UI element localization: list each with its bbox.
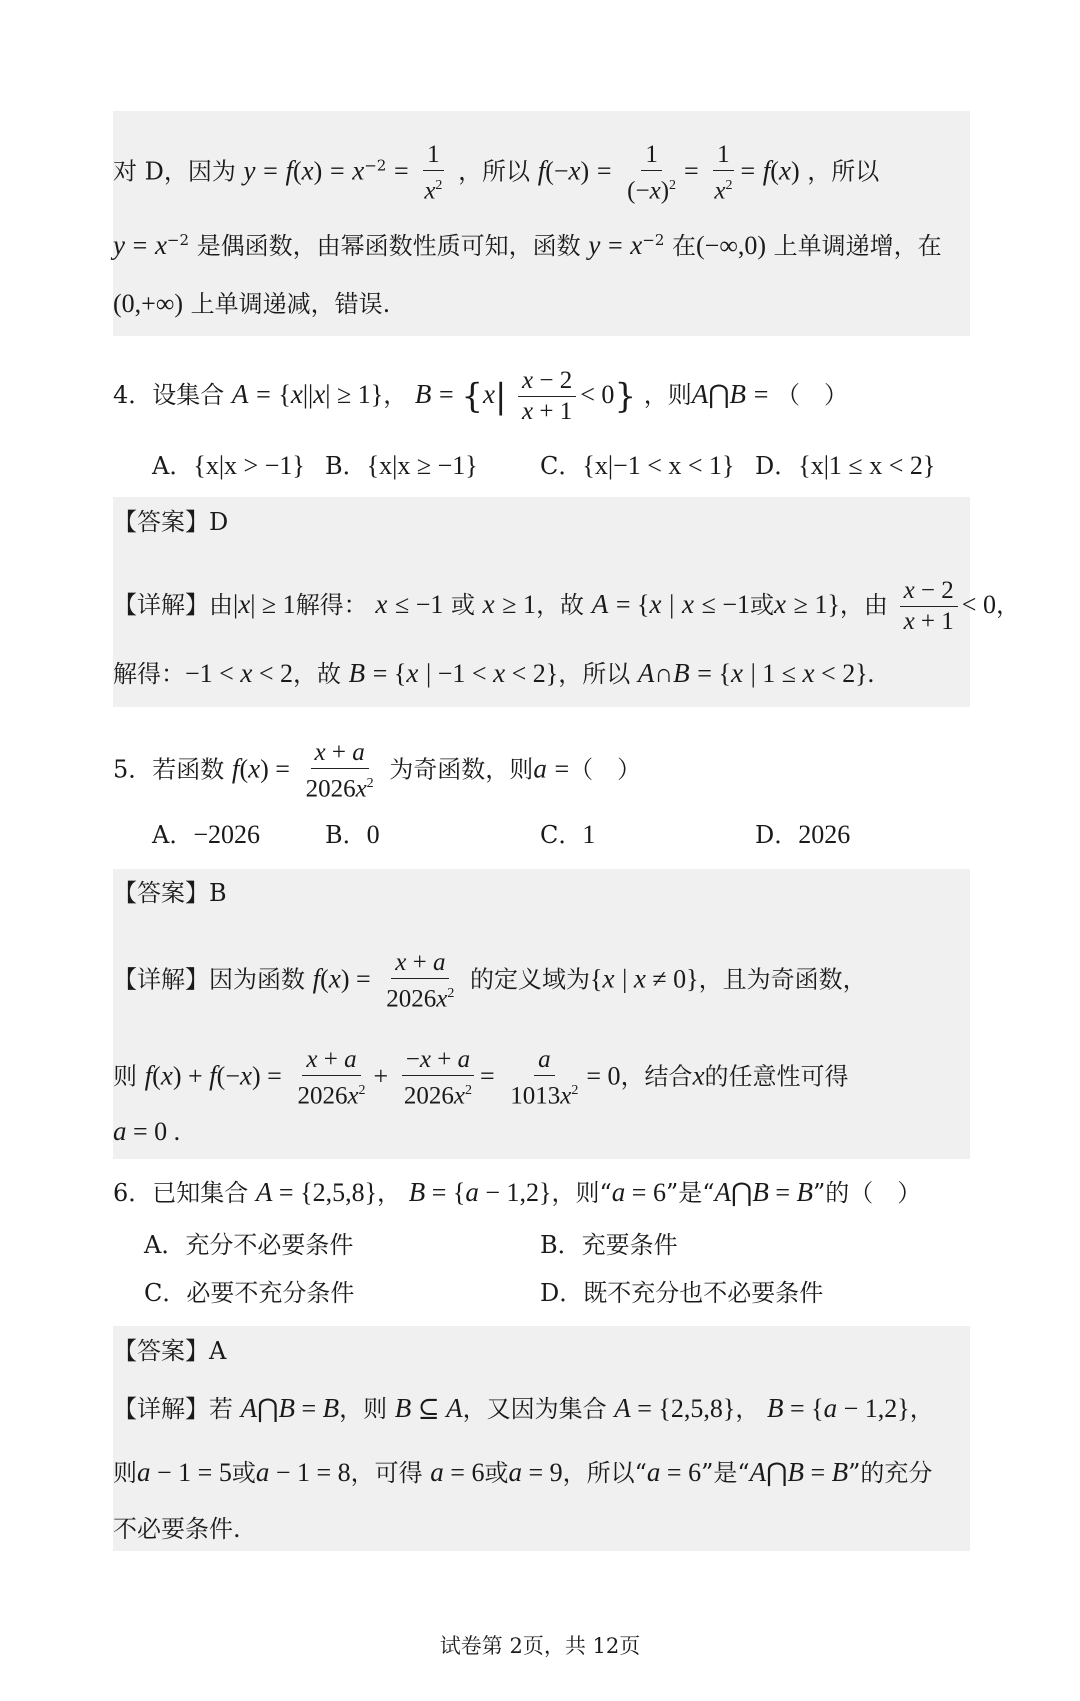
q4-option-c[interactable]: C．{x|−1 < x < 1} — [540, 451, 735, 480]
q4-option-d[interactable]: D．{x|1 ≤ x < 2} — [755, 451, 936, 480]
q4-option-a[interactable]: A．{x|x > −1} — [152, 451, 305, 480]
q5-option-b[interactable]: B．0 — [325, 820, 380, 849]
q4-stem: 4．设集合 A = {x||x| ≥ 1}， B = {x| $\frac{x - 2}{x + 1}$ < 0} ，则A⋂B = （ ） — [113, 367, 848, 425]
fraction: $\frac{x + a}{2026x^2}$ — [386, 949, 455, 1013]
q5-option-a[interactable]: A．−2026 — [152, 820, 261, 849]
q6-answer: 【答案】A — [113, 1337, 227, 1365]
q6-detail-line-1: 【详解】若 A⋂B = B，则 B ⊆ A，又因为集合 A = {2,5,8}， B = {a − 1,2}， — [113, 1393, 934, 1423]
fraction: $\frac{x + a}{2026x^2}$ — [297, 1046, 366, 1110]
q6-option-b[interactable]: B．充要条件 — [540, 1231, 678, 1259]
q6-option-a[interactable]: A．充分不必要条件 — [144, 1231, 354, 1259]
q6-option-c[interactable]: C．必要不充分条件 — [144, 1279, 355, 1307]
fraction: $\frac{1}{x^2}$ — [714, 141, 733, 205]
q5-stem: 5．若函数 f(x) = $\frac{x + a}{2026x^2}$ 为奇函数，则a =（ ） — [113, 739, 642, 803]
fraction: $\frac{a}{1013x^2}$ — [510, 1046, 579, 1110]
q5-detail-line-1: 【详解】因为函数 f(x) = $\frac{x + a}{2026x^2}$ 的定义域为{x | x ≠ 0}，且为奇函数， — [113, 949, 867, 1013]
fraction: $\frac{x - 2}{x + 1}$ — [518, 366, 576, 427]
q6-option-d[interactable]: D．既不充分也不必要条件 — [540, 1279, 824, 1307]
solution-d-line-2: $y = x^{-2}$ 是偶函数，由幂函数性质可知，函数 $y = x^{-2}$ 在(−∞,0) 上单调递增，在 — [113, 230, 942, 260]
q4-answer: 【答案】D — [113, 508, 229, 536]
solution-d-line-3: (0,+∞) 上单调递减，错误. — [113, 289, 391, 318]
solution-d-line-1: 对 D，因为 $y = f(x) = x^{-2}$ = $\frac{1}{x^2}$ ，所以 f(−x) = $\frac{1}{(-x)^2}$ = $\frac{1}{x^2}$ = f(x) ，所以 — [113, 141, 880, 205]
q5-detail-line-2: 则 f(x) + f(−x) = $\frac{x + a}{2026x^2}$ + $\frac{-x + a}{2026x^2}$ = $\frac{a}{1013x^2}$ = 0，结合x的任意性可得 — [113, 1046, 849, 1110]
q5-answer: 【答案】B — [113, 879, 227, 907]
q6-detail-line-2: 则a − 1 = 5或a − 1 = 8，可得 a = 6或a = 9，所以“a = 6”是“A⋂B = B”的充分 — [113, 1457, 933, 1487]
fraction: $\frac{1}{(-x)^2}$ — [627, 141, 677, 205]
q5-option-d[interactable]: D．2026 — [755, 820, 851, 849]
q6-stem: 6．已知集合 A = {2,5,8}， B = {a − 1,2}，则“a = 6”是“A⋂B = B”的（ ） — [113, 1177, 922, 1207]
q4-option-b[interactable]: B．{x|x ≥ −1} — [325, 451, 478, 480]
fraction: $\frac{-x + a}{2026x^2}$ — [400, 1045, 476, 1111]
fraction: $\frac{1}{x^2}$ — [424, 141, 443, 205]
q4-detail-line-2: 解得：−1 < x < 2，故 B = {x | −1 < x < 2}，所以 A∩B = {x | 1 ≤ x < 2}. — [113, 658, 875, 688]
q6-detail-line-3: 不必要条件. — [113, 1515, 241, 1543]
q4-detail-line-1: 【详解】由|x| ≥ 1解得： x ≤ −1 或 x ≥ 1，故 A = {x | x ≤ −1或x ≥ 1}，由 $\frac{x - 2}{x + 1}$ < 0， — [113, 577, 1020, 635]
q5-detail-line-3: a = 0 . — [113, 1116, 181, 1146]
page-footer: 试卷第 2页，共 12页 — [439, 1634, 641, 1658]
q5-option-c[interactable]: C．1 — [540, 820, 596, 849]
fraction: $\frac{x + a}{2026x^2}$ — [305, 739, 374, 803]
fraction: $\frac{x - 2}{x + 1}$ — [900, 576, 958, 637]
